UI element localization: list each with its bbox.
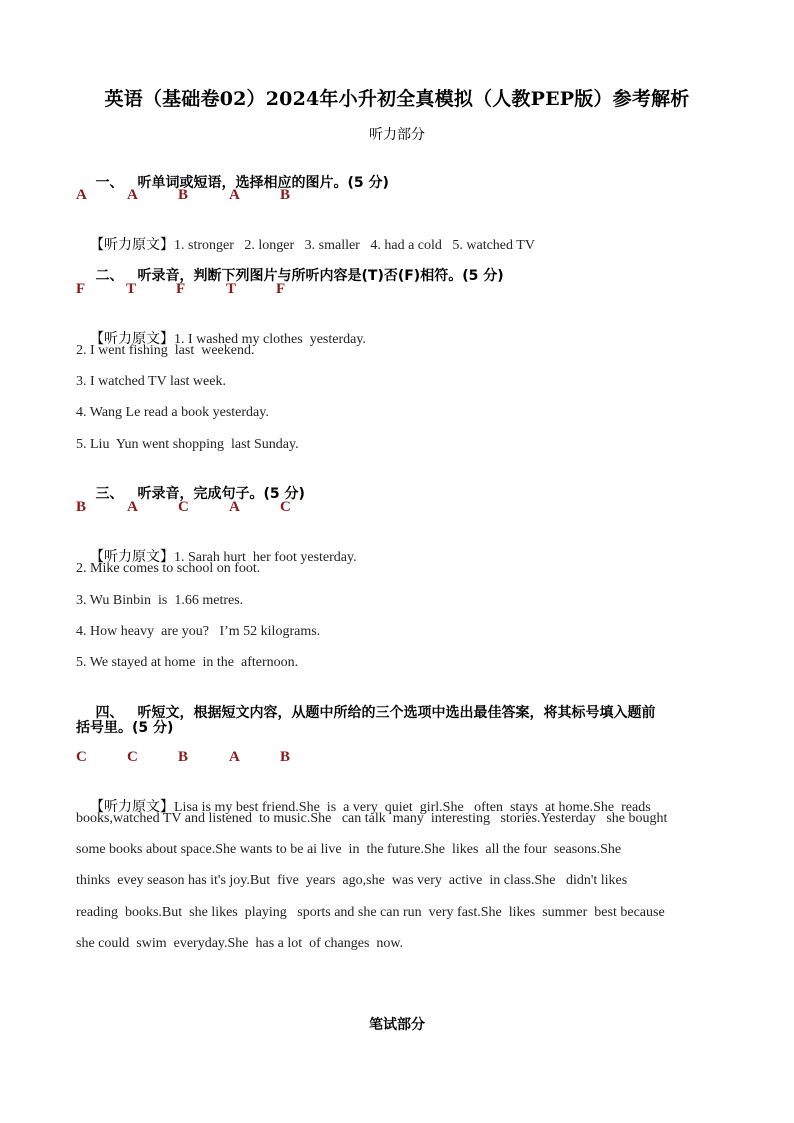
listening-script-tag: 【听力原文】 — [90, 331, 174, 347]
listening-section-heading: 听力部分 — [369, 127, 425, 143]
answer-item: A — [127, 187, 138, 203]
passage-line: thinks evey season has it's joy.But five years ago,she was very active in class.She didn't likes — [76, 873, 628, 888]
answer-item: F — [176, 281, 186, 297]
answer-item: C — [76, 749, 87, 765]
question-2-script-line: 4. Wang Le read a book yesterday. — [76, 405, 269, 420]
page-title: 英语（基础卷02）2024年小升初全真模拟（人教PEP版）参考解析 — [104, 88, 690, 110]
answer-item: B — [178, 187, 189, 203]
question-4-text-continued: 括号里。(5 分) — [76, 720, 174, 736]
answer-item: T — [226, 281, 237, 297]
question-2-number: 二、 — [95, 268, 124, 284]
question-3-script-line: 4. How heavy are you? I’m 52 kilograms. — [76, 624, 321, 639]
answer-item: T — [126, 281, 137, 297]
answer-item: B — [280, 749, 291, 765]
answer-item: A — [229, 749, 240, 765]
listening-script-tag: 【听力原文】 — [90, 549, 174, 565]
question-1-number: 一、 — [95, 175, 124, 191]
question-2-script-line: 3. I watched TV last week. — [76, 374, 226, 389]
answer-item: B — [280, 187, 291, 203]
script-text: 1. I washed my clothes yesterday. — [174, 332, 366, 347]
question-3-script-line: 3. Wu Binbin is 1.66 metres. — [76, 593, 244, 608]
question-2-script-line: 2. I went fishing last weekend. — [76, 343, 255, 358]
question-4-number: 四、 — [95, 705, 124, 721]
answer-item: A — [76, 187, 87, 203]
question-3-text: 听录音，完成句子。(5 分) — [137, 486, 305, 502]
question-2-heading — [76, 249, 504, 301]
question-2-script-line: 5. Liu Yun went shopping last Sunday. — [76, 437, 299, 452]
question-3-script-line: 5. We stayed at home in the afternoon. — [76, 655, 299, 670]
answer-item: C — [178, 499, 189, 515]
question-3-number: 三、 — [95, 486, 124, 502]
answer-item: F — [276, 281, 286, 297]
script-text: 1. stronger 2. longer 3. smaller 4. had a cold 5. watched TV — [174, 238, 535, 253]
listening-script-tag: 【听力原文】 — [90, 237, 174, 253]
writing-section-heading: 笔试部分 — [369, 1017, 425, 1033]
passage-line: she could swim everyday.She has a lot of changes now. — [76, 936, 404, 951]
answer-item: C — [127, 749, 138, 765]
passage-line: books,watched TV and listened to music.She can talk many interesting stories.Yesterday she bought — [76, 811, 668, 826]
question-3-script-line: 2. Mike comes to school on foot. — [76, 561, 261, 576]
answer-item: A — [229, 187, 240, 203]
question-4-text: 听短文，根据短文内容，从题中所给的三个选项中选出最佳答案，将其标号填入题前 — [137, 705, 656, 721]
passage-line: some books about space.She wants to be ai live in the future.She likes all the four seasons.She — [76, 842, 622, 857]
script-text: 1. Sarah hurt her foot yesterday. — [174, 550, 357, 565]
answer-item: B — [178, 749, 189, 765]
answer-item: B — [76, 499, 87, 515]
answer-item: A — [229, 499, 240, 515]
passage-line: reading books.But she likes playing sports and she can run very fast.She likes summer best because — [76, 905, 665, 920]
answer-item: C — [280, 499, 291, 515]
question-2-text: 听录音，判断下列图片与所听内容是(T)否(F)相符。(5 分) — [137, 268, 504, 284]
question-1-text: 听单词或短语，选择相应的图片。(5 分) — [137, 175, 389, 191]
answer-item: A — [127, 499, 138, 515]
script-text: Lisa is my best friend.She is a very quiet girl.She often stays at home.She reads — [174, 800, 651, 815]
listening-script-tag: 【听力原文】 — [90, 799, 174, 815]
answer-item: F — [76, 281, 86, 297]
question-3-heading — [76, 467, 305, 519]
